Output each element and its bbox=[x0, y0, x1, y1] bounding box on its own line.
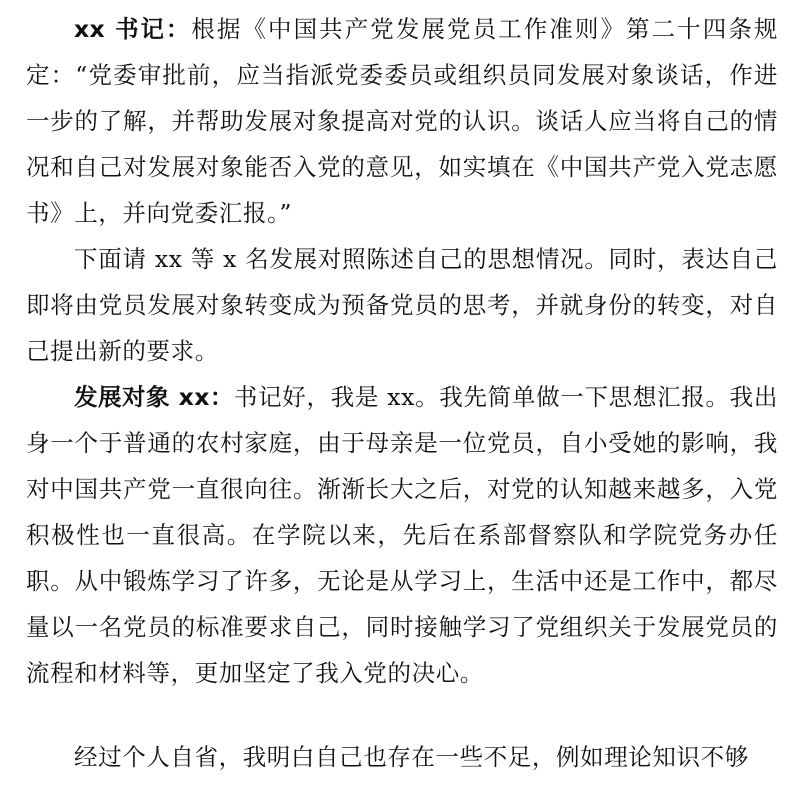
paragraph-candidate-report bbox=[26, 374, 778, 696]
paragraph-self-reflection bbox=[26, 734, 778, 780]
paragraph-request bbox=[26, 236, 778, 374]
paragraph-text: 书记好，我是 xx。我先简单做一下思想汇报。我出身一个于普通的农村家庭，由于母亲是一位党员，自小受她的影响，我对中国共产党一直很向往。渐渐长大之后，对党的认知越来越多，入党积极性也一直很高。在学院以来，先后在系部督察队和学院党务办任职。从中锻炼学习了许多，无论是从学习上，生活中还是工作中，都尽量以一名党员的标准要求自己，同时接触学习了党组织关于发展党员的流程和材料等，更加坚定了我入党的决心。 bbox=[26, 383, 778, 687]
paragraph-secretary-intro bbox=[26, 6, 778, 236]
speaker-label: 发展对象 xx： bbox=[74, 383, 234, 411]
paragraph-gap bbox=[26, 696, 778, 734]
paragraph-text: 根据《中国共产党发展党员工作准则》第二十四条规定：“党委审批前，应当指派党委委员或组织员同发展对象谈话，作进一步的了解，并帮助发展对象提高对党的认识。谈话人应当将自己的情况和自己对发展对象能否入党的意见，如实填在《中国共产党入党志愿书》上，并向党委汇报。” bbox=[26, 15, 778, 227]
speaker-label: xx 书记： bbox=[74, 15, 192, 43]
document-body bbox=[26, 6, 778, 780]
paragraph-text: 下面请 xx 等 x 名发展对照陈述自己的思想情况。同时，表达自己即将由党员发展对象转变成为预备党员的思考，并就身份的转变，对自己提出新的要求。 bbox=[26, 245, 778, 365]
paragraph-text: 经过个人自省，我明白自己也存在一些不足，例如理论知识不够 bbox=[74, 743, 749, 771]
